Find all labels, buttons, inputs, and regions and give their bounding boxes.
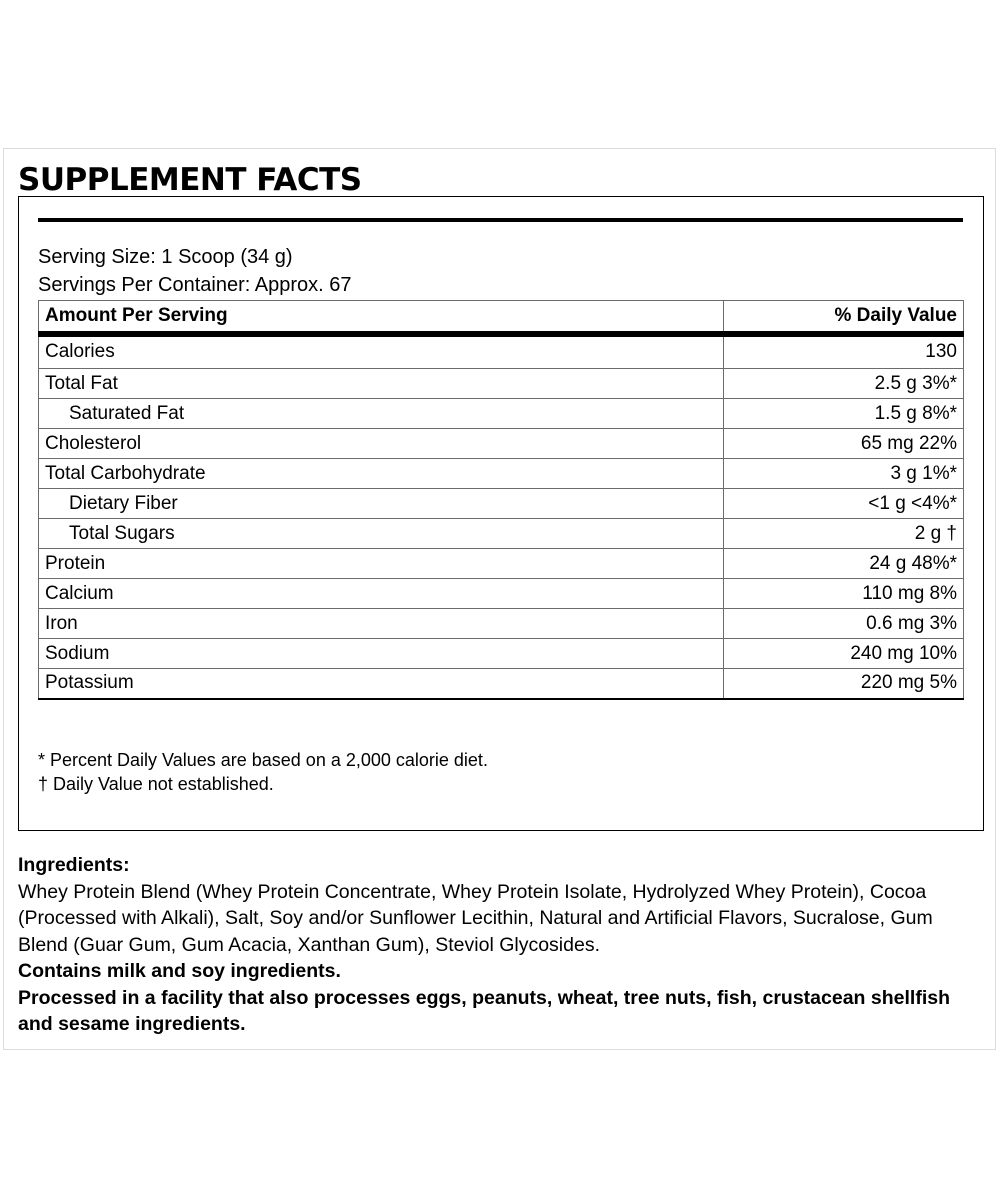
nutrient-name: Protein (39, 549, 724, 579)
footnote-dagger: † Daily Value not established. (38, 774, 274, 794)
facility-statement: Processed in a facility that also processes eggs, peanuts, wheat, tree nuts, fish, crustacean shellfish and sesame ingredients. (18, 986, 950, 1035)
nutrient-name: Saturated Fat (39, 399, 724, 429)
nutrient-name: Total Sugars (39, 519, 724, 549)
table-row (39, 334, 964, 369)
nutrition-table (38, 300, 964, 700)
nutrient-amount: 3 g 1%* (724, 459, 964, 489)
nutrient-name: Cholesterol (39, 429, 724, 459)
nutrient-name: Calories (39, 334, 724, 369)
nutrient-name: Total Carbohydrate (39, 459, 724, 489)
table-row (39, 639, 964, 669)
nutrient-amount: 65 mg 22% (724, 429, 964, 459)
ingredients-heading: Ingredients: (18, 854, 130, 876)
ingredients-section (18, 852, 983, 1038)
nutrient-amount: 2 g † (724, 519, 964, 549)
table-row (39, 579, 964, 609)
nutrient-name: Calcium (39, 579, 724, 609)
allergen-statement: Contains milk and soy ingredients. (18, 960, 341, 982)
nutrient-amount: 2.5 g 3%* (724, 369, 964, 399)
nutrition-rows (39, 334, 964, 699)
table-row (39, 459, 964, 489)
nutrient-amount: 0.6 mg 3% (724, 609, 964, 639)
servings-per-container: Servings Per Container: Approx. 67 (38, 274, 352, 296)
table-row (39, 549, 964, 579)
nutrient-name: Sodium (39, 639, 724, 669)
table-row (39, 609, 964, 639)
nutrient-name: Potassium (39, 669, 724, 699)
serving-size: Serving Size: 1 Scoop (34 g) (38, 246, 293, 268)
table-row (39, 669, 964, 699)
table-row (39, 489, 964, 519)
nutrient-name: Total Fat (39, 369, 724, 399)
table-row (39, 399, 964, 429)
nutrient-amount: 110 mg 8% (724, 579, 964, 609)
footnote-percent-daily-value: * Percent Daily Values are based on a 2,000 calorie diet. (38, 750, 488, 770)
nutrient-amount: <1 g <4%* (724, 489, 964, 519)
nutrient-amount: 130 (724, 334, 964, 369)
nutrient-amount: 220 mg 5% (724, 669, 964, 699)
table-header-row (39, 301, 964, 334)
page-title: SUPPLEMENT FACTS (18, 162, 362, 198)
nutrient-name: Iron (39, 609, 724, 639)
nutrient-amount: 240 mg 10% (724, 639, 964, 669)
nutrient-amount: 1.5 g 8%* (724, 399, 964, 429)
amount-per-serving-header: Amount Per Serving (39, 301, 724, 334)
heavy-divider (38, 218, 963, 222)
daily-value-header: % Daily Value (724, 301, 964, 334)
table-row (39, 369, 964, 399)
table-row (39, 519, 964, 549)
ingredients-list: Whey Protein Blend (Whey Protein Concentrate, Whey Protein Isolate, Hydrolyzed Whey Protein), Cocoa (Processed with Alkali), Salt, Soy and/or Sunflower Lecithin, Natural and Artificial Flavors, Sucralose, Gum Blend (Guar Gum, Gum Acacia, Xanthan Gum), Steviol Glycosides. (18, 880, 933, 956)
nutrient-name: Dietary Fiber (39, 489, 724, 519)
table-row (39, 429, 964, 459)
nutrient-amount: 24 g 48%* (724, 549, 964, 579)
